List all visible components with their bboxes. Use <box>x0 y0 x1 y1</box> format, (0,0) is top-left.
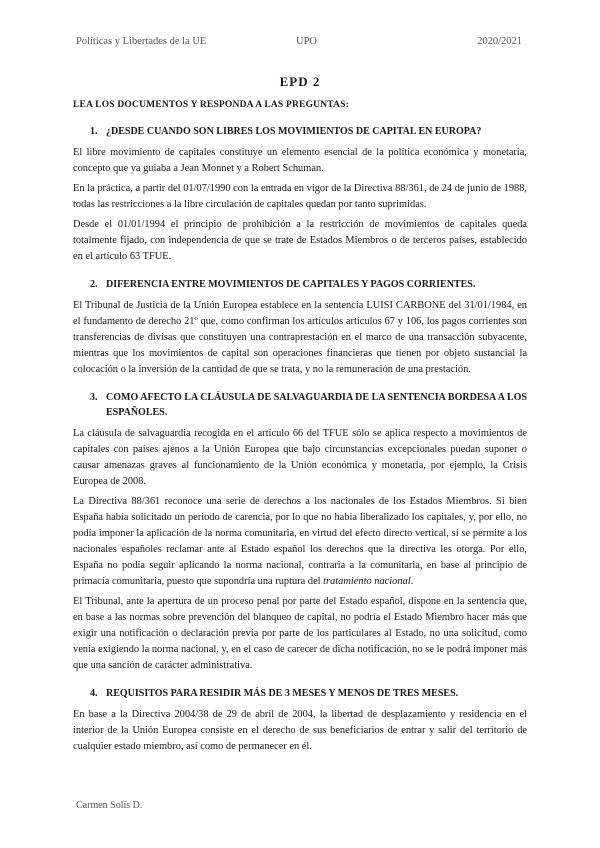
header-university: UPO <box>296 36 318 47</box>
section-heading-2 <box>73 277 527 292</box>
document-title: EPD 2 <box>279 74 321 89</box>
paragraph: La cláusula de salvaguardia recogida en el artículo 66 del TFUE sólo se aplica respecto a movimientos de capitales con países ajenos a la Unión Europea que bajo circunstancias excepcionales puedan suponer o causar amenazas graves al funcionamiento de la Unión económica y monetaria, por ejemplo, la Crisis Europea de 2008. <box>73 428 527 487</box>
section-number: 4. <box>90 688 98 699</box>
italic-term: tratamiento nacional <box>323 576 411 587</box>
page-footer-author: Carmen Solís D. <box>76 800 143 811</box>
section-heading-1 <box>73 124 527 139</box>
paragraph: Desde el 01/01/1994 el principio de prohibición a la restricción de movimientos de capitales queda totalmente fijado, con independencia de que se trate de Estados Miembros o de terceros países, establecido en el artículo 63 TFUE. <box>73 219 527 262</box>
paragraph: El Tribunal, ante la apertura de un proceso penal por parte del Estado español, dispone en la sentencia que, en base a las normas sobre prevención del blanqueo de capital, no podría el Estado Miembro hacer más que exigir una notificación o declaración previa por parte de los particulares al Estado, no una solicitud, como venía exigiendo la norma nacional, y, en el caso de carecer de dicha notificación, no se le podrá imponer más que una sanción de carácter administrativa. <box>73 596 527 671</box>
section-heading-4 <box>73 686 527 701</box>
section-title: ¿DESDE CUANDO SON LIBRES LOS MOVIMIENTOS DE CAPITAL EN EUROPA? <box>106 126 482 137</box>
paragraph-text: La Directiva 88/361 reconoce una serie de derechos a los nacionales de los Estados Miembros. Si bien España había solicitado un periodo de carencia, por lo que no había liberalizado los capitales, y, por ello, no podía imponer la aplicación de la norma comunitaria, en virtud del efecto directo vertical, sí se permite a los nacionales españoles reclamar ante al Estado español los derechos que la directiva les otorga. Por ello, España no podía seguir aplicando la norma nacional, contraria a la comunitaria, en base al principio de primacía comunitaria, puesto que supondría una ruptura del <box>73 496 527 587</box>
section-number: 2. <box>90 279 98 290</box>
paragraph: El Tribunal de Justicia de la Unión Europea establece en la sentencia LUISI CARBONE del 31/01/1984, en el fundamento de derecho 21º que, como confirman los artículos artículos 67 y 106, los pagos corrientes son transferencias de divisas que constituyen una contraprestación en el marco de una transacción subyacente, mientras que los movimientos de capital son operaciones financieras que tienen por objeto sustancial la colocación o la inversión de la cantidad de que se trata, y no la remuneración de una prestación. <box>73 300 527 375</box>
section-title: COMO AFECTO LA CLÁUSULA DE SALVAGUARDIA DE LA SENTENCIA BORDESA A LOS ESPAÑOLES. <box>106 392 527 418</box>
section-title: DIFERENCIA ENTRE MOVIMIENTOS DE CAPITALES Y PAGOS CORRIENTES. <box>106 279 476 290</box>
section-title: REQUISITOS PARA RESIDIR MÁS DE 3 MESES Y MENOS DE TRES MESES. <box>106 688 459 699</box>
section-number: 3. <box>90 392 98 403</box>
paragraph: El libre movimiento de capitales constituye un elemento esencial de la política económica y monetaria, concepto que ya guiaba a Jean Monnet y a Robert Schuman. <box>73 147 527 174</box>
paragraph <box>73 494 527 590</box>
paragraph-end: . <box>410 576 414 587</box>
section-heading-3 <box>73 390 527 420</box>
paragraph: En base a la Directiva 2004/38 de 29 de abril de 2004, la libertad de desplazamiento y residencia en el interior de la Unión Europea consiste en el derecho de sus beneficiarios de entrar y salir del territorio de cualquier estado miembro, así como de permanecer en él. <box>73 709 527 752</box>
page-header <box>76 36 522 50</box>
header-course: Políticas y Libertades de la UE <box>76 36 207 47</box>
instructions: LEA LOS DOCUMENTOS Y RESPONDA A LAS PREGUNTAS: <box>73 100 350 110</box>
header-year: 2020/2021 <box>477 36 522 47</box>
section-number: 1. <box>90 126 98 137</box>
paragraph: En la práctica, a partir del 01/07/1990 con la entrada en vigor de la Directiva 88/361, de 24 de junio de 1988, todas las restricciones a la libre circulación de capitales quedan por tanto suprimidas. <box>73 183 527 210</box>
document-body <box>73 74 527 759</box>
